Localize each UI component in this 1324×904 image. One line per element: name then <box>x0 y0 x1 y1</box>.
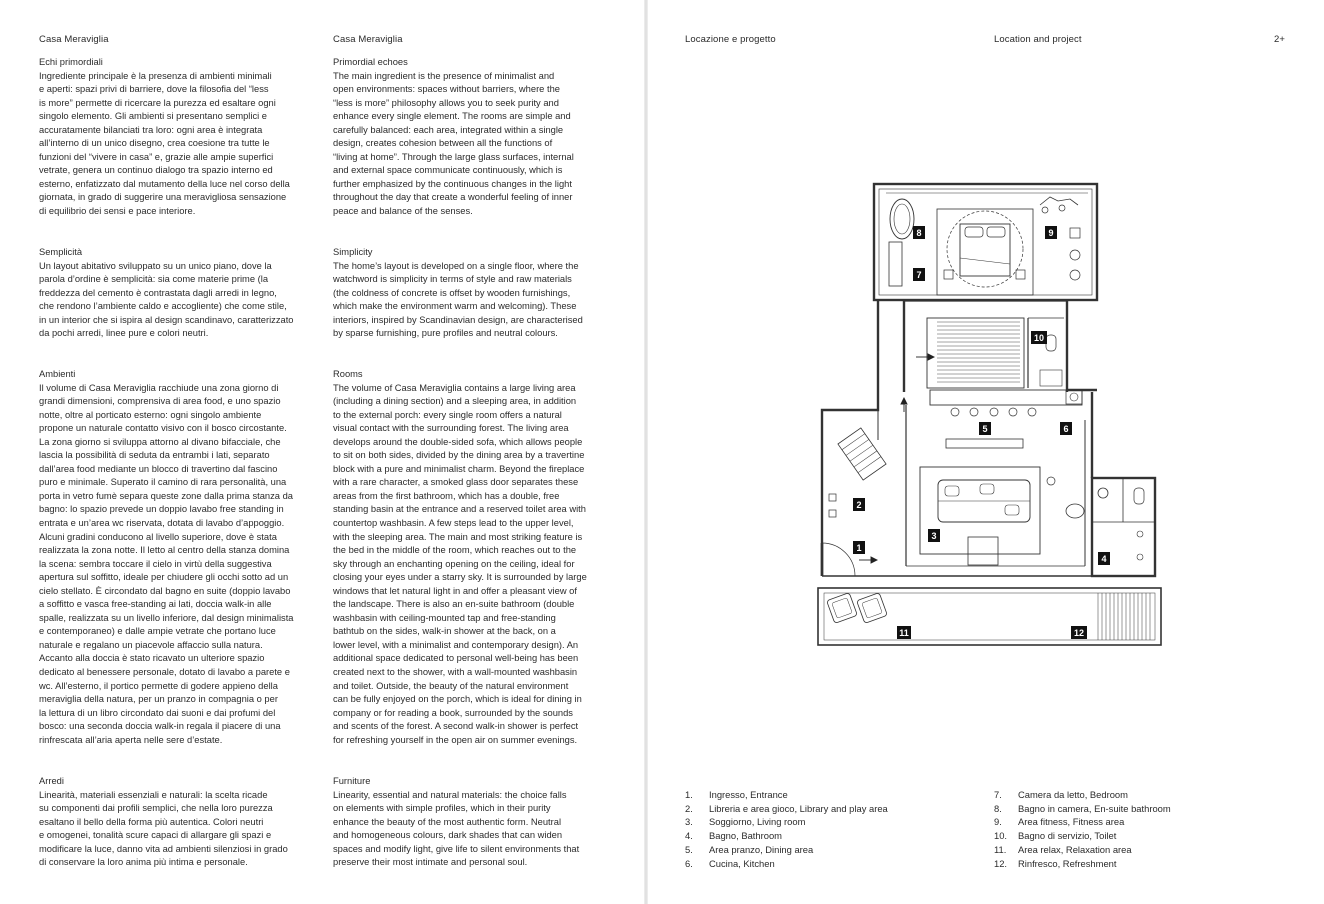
legend-label: Libreria e area gioco, Library and play area <box>709 802 888 814</box>
english-section-simplicity <box>333 246 618 341</box>
legend-number: 4. <box>685 830 693 842</box>
english-section-rooms <box>333 368 618 747</box>
section-title: Arredi <box>39 776 64 786</box>
room-marker <box>913 226 925 239</box>
svg-text:6: 6 <box>1063 424 1069 434</box>
svg-text:3: 3 <box>931 531 937 541</box>
legend-number: 2. <box>685 802 693 814</box>
legend-item <box>994 843 1171 857</box>
legend-label: Area fitness, Fitness area <box>1018 816 1125 828</box>
english-section-furniture <box>333 775 618 870</box>
room-marker <box>1060 422 1072 435</box>
legend-label: Camera da letto, Bedroom <box>1018 789 1128 800</box>
legend-item <box>685 815 888 829</box>
room-marker <box>853 498 865 511</box>
section-body: Linearità, materiali essenziali e naturali: la scelta ricade su componenti dai profili semplici, che nella loro purezza esaltano il bello della forma più autentica. Colori neutri e omogenei, tonalità scure capaci di allargare gli spazi e modificare la luce, danno vita ad ambienti silenziosi in grado di conservare la loro anima più intima e personale. <box>39 789 288 868</box>
legend-number: 6. <box>685 857 693 869</box>
room-markers <box>853 226 1110 639</box>
svg-text:9: 9 <box>1048 228 1054 238</box>
legend-item <box>685 857 888 871</box>
running-header-italian: Locazione e progetto <box>685 34 776 45</box>
room-marker <box>1045 226 1057 239</box>
section-title: Rooms <box>333 369 363 379</box>
legend-label: Soggiorno, Living room <box>709 816 806 828</box>
legend-number: 10. <box>994 830 1008 842</box>
dining-stool <box>951 408 959 416</box>
coffee-table <box>968 537 998 565</box>
legend-right <box>994 788 1171 870</box>
toilet-fixture <box>1046 335 1056 351</box>
svg-text:11: 11 <box>899 628 909 638</box>
kitchen-counter <box>930 390 1082 405</box>
porch-shower-deck <box>1098 593 1150 640</box>
fitness-equipment <box>1040 197 1078 205</box>
fireplace <box>1066 504 1084 518</box>
legend-number: 11. <box>994 843 1007 855</box>
legend-number: 7. <box>994 789 1002 800</box>
bathtub <box>890 199 914 239</box>
section-title: Echi primordiali <box>39 57 103 67</box>
legend-item <box>994 857 1171 871</box>
legend-item <box>994 815 1171 829</box>
running-header-english: Location and project <box>994 34 1082 45</box>
page-number: 2+ <box>1274 34 1286 45</box>
entrance-door-swing <box>822 543 855 576</box>
section-body: Ingrediente principale è la presenza di ambienti minimali e aperti: spazi privi di barriere, dove la filosofia del “less is more” permette di ricercare la purezza ed esaltare ogni singolo elemento. Gli ambienti si presentano semplici e accuratamente bilanciati tra loro: ogni area è integrata all’interno di un unico disegno, crea coesione tra tutte le funzioni del “vivere in casa” e, grazie alle ampie superfici vetrate, genera un continuo dialogo tra spazio interno ed esterno, enfatizzato dal mutamento della luce nel corso della giornata, in grado di suggerire una meravigliosa sensazione di equilibrio dei sensi e pace interiore. <box>39 70 290 217</box>
svg-text:1: 1 <box>856 543 862 553</box>
legend-item <box>994 788 1171 802</box>
room-marker <box>979 422 991 435</box>
svg-text:5: 5 <box>982 424 988 434</box>
svg-text:4: 4 <box>1101 554 1107 564</box>
travertine-block <box>946 439 1023 448</box>
section-title: Simplicity <box>333 247 373 257</box>
bed <box>960 224 1010 276</box>
lounge-chair <box>827 593 858 624</box>
section-body: The main ingredient is the presence of minimalist and open environments: spaces without barriers, where the “less is more” philosophy allows you to seek purity and enhance every single element. The rooms are simple and carefully balanced: each area, integrated within a single design, creates cohesion between all the functions of “living at home”. Through the large glass surfaces, internal and external space communicate continuously, which is further emphasized by the continuous changes in the light throughout the day that create a wonderful feeling of inner peace and balance of the senses. <box>333 70 574 217</box>
legend-number: 8. <box>994 802 1002 814</box>
legend-number: 12. <box>994 857 1008 869</box>
room-marker <box>1031 331 1047 344</box>
svg-text:8: 8 <box>916 228 922 238</box>
left-page <box>0 0 644 904</box>
italian-section-rooms <box>39 368 324 747</box>
legend-item <box>994 829 1171 843</box>
legend-label: Rinfresco, Refreshment <box>1018 857 1117 869</box>
staircase-steps <box>937 322 1020 382</box>
running-header-italian: Casa Meraviglia <box>39 34 109 45</box>
legend-number: 9. <box>994 816 1002 828</box>
legend-left <box>685 788 888 870</box>
italian-section-echoes <box>39 56 324 219</box>
legend-item <box>685 788 888 802</box>
legend-number: 1. <box>685 789 693 800</box>
lounge-chair <box>857 593 888 624</box>
legend-label: Area pranzo, Dining area <box>709 843 814 855</box>
english-section-echoes <box>333 56 618 219</box>
library-shelf <box>838 428 886 480</box>
legend-item <box>685 843 888 857</box>
room-marker <box>1098 552 1110 565</box>
legend-item <box>685 802 888 816</box>
room-marker <box>853 541 865 554</box>
italian-section-simplicity <box>39 246 324 341</box>
legend-label: Cucina, Kitchen <box>709 857 775 869</box>
section-title: Primordial echoes <box>333 57 408 67</box>
bath-shelf <box>889 242 902 286</box>
section-body: The volume of Casa Meraviglia contains a large living area (including a dining section) and a sleeping area, in addition to the external porch: every single room offers a natural visual contact with the surrounding forest. The living area develops around the double-sided sofa, which allows people to sit on both sides, divided by the dining area by a travertine block with a pure and minimalist charm. Beyond the fireplace with a rare character, a smoked glass door separates these areas from the first bathroom, which has a double, free standing basin at the entrance and a reserved toilet area with countertop washbasin. A few steps lead to the upper level, with the sleeping area. The main and most striking feature is the bed in the middle of the room, which reaches out to the sky through an enchanting opening on the ceiling, ideal for closing your eyes under a starry sky. It is surrounded by large windows that let natural light in and offer a pleasant view of the landscape. There is also an en-suite bathroom (double washbasin with ceiling-mounted tap and free-standing bathtub on the sides, walk-in shower at the back, on a lower level, with a minimalist and contemporary design). An additional space dedicated to personal well-being has been created next to the shower, with a wall-mounted washbasin and toilet. Outside, the beauty of the natural environment can be fully enjoyed on the porch, which is ideal for dining in company or for reading a book, surrounded by the sounds and scents of the forest. A second walk-in shower is perfect for refreshing yourself in the open air on summer evenings. <box>333 382 587 745</box>
legend-label: Bagno in camera, En-suite bathroom <box>1018 802 1171 814</box>
italian-section-furniture <box>39 775 324 870</box>
section-title: Ambienti <box>39 369 76 379</box>
svg-text:12: 12 <box>1073 628 1085 638</box>
legend-label: Ingresso, Entrance <box>709 789 788 800</box>
legend-label: Bagno, Bathroom <box>709 830 782 842</box>
washbasin <box>1098 488 1108 498</box>
running-header-english: Casa Meraviglia <box>333 34 403 45</box>
section-body: The home’s layout is developed on a single floor, where the watchword is simplicity in terms of style and raw materials (the coldness of concrete is offset by wooden furnishings, which make the environment warm and welcoming). These interiors, inspired by Scandinavian design, are characterised by sparse furnishing, pure profiles and neutral colours. <box>333 260 583 339</box>
section-title: Semplicità <box>39 247 83 257</box>
legend-label: Area relax, Relaxation area <box>1018 843 1132 855</box>
room-marker <box>913 268 925 281</box>
legend-item <box>994 802 1171 816</box>
svg-text:7: 7 <box>916 270 922 280</box>
circulation-arrows <box>859 354 937 563</box>
legend-number: 5. <box>685 843 693 855</box>
right-page <box>648 0 1324 904</box>
room-marker <box>1071 626 1087 639</box>
staircase-box <box>927 318 1024 388</box>
room-marker <box>928 529 940 542</box>
section-body: Un layout abitativo sviluppato su un unico piano, dove la parola d’ordine è semplicità: sia come materie prime (la freddezza del cemento è contrastata dagli arredi in legno, che rendono l’ambiente caldo e accogliente) che come stile, in un interior che si ispira al design scandinavo, caratterizzato da pochi arredi, linee pure e colori neutri. <box>39 260 294 339</box>
legend-item <box>685 829 888 843</box>
section-body: Il volume di Casa Meraviglia racchiude una zona giorno di grandi dimensioni, comprensiva di area food, e uno spazio notte, oltre al porticato esterno: ogni singolo ambiente propone un naturale contatto visivo con il bosco circostante. La zona giorno si sviluppa attorno al divano bifacciale, che lascia la possibilità di seduta da entrambi i lati, separato dall’area food mediante un blocco di travertino dal fascino puro e minimale. Superato il camino di rara personalità, una porta in vetro fumè separa queste zone dalla prima stanza da bagno: lo spazio prevede un doppio lavabo free standing in entrata e un’area wc riservata, dotata di lavabo d’appoggio. Alcuni gradini conducono al livello superiore, dove è stata realizzata la zona notte. Il letto al centro della stanza domina la scena: sembra toccare il cielo in virtù della suggestiva apertura sul soffitto, ideale per chiudere gli occhi sotto ad un cielo stellato. È circondato dal bagno en suite (doppio lavabo a soffitto e vasca free-standing ai lati, doccia walk-in alle spalle, realizzata su un livello inferiore, dal design minimalista e contemporaneo) e dalle ampie vetrate che portano luce naturale e regalano un piacevole affaccio sulla natura. Accanto alla doccia è stato ricavato un ulteriore spazio dedicato al benessere personale, dotato di lavabo a parete e wc. All’esterno, il portico permette di godere appieno della meraviglia della natura, per un pranzo in compagnia o per la lettura di un libro circondato dai suoni e dai profumi del bosco: una seconda doccia walk-in regala il piacere di una rinfrescata all’aria aperta nelle sere d’estate. <box>39 382 294 745</box>
legend-number: 3. <box>685 816 693 828</box>
bed-carpet <box>937 209 1033 295</box>
room-marker <box>897 626 911 639</box>
legend-label: Bagno di servizio, Toilet <box>1018 830 1117 842</box>
floor-plan <box>815 180 1165 655</box>
svg-text:10: 10 <box>1033 333 1045 343</box>
svg-text:2: 2 <box>856 500 862 510</box>
section-title: Furniture <box>333 776 371 786</box>
section-body: Linearity, essential and natural materials: the choice falls on elements with simple profiles, which in their purity enhance the beauty of the most authentic form. Neutral and homogeneous colours, dark shades that can widen spaces and modify light, give life to silent environments that preserve their most intimate and personal soul. <box>333 789 580 868</box>
